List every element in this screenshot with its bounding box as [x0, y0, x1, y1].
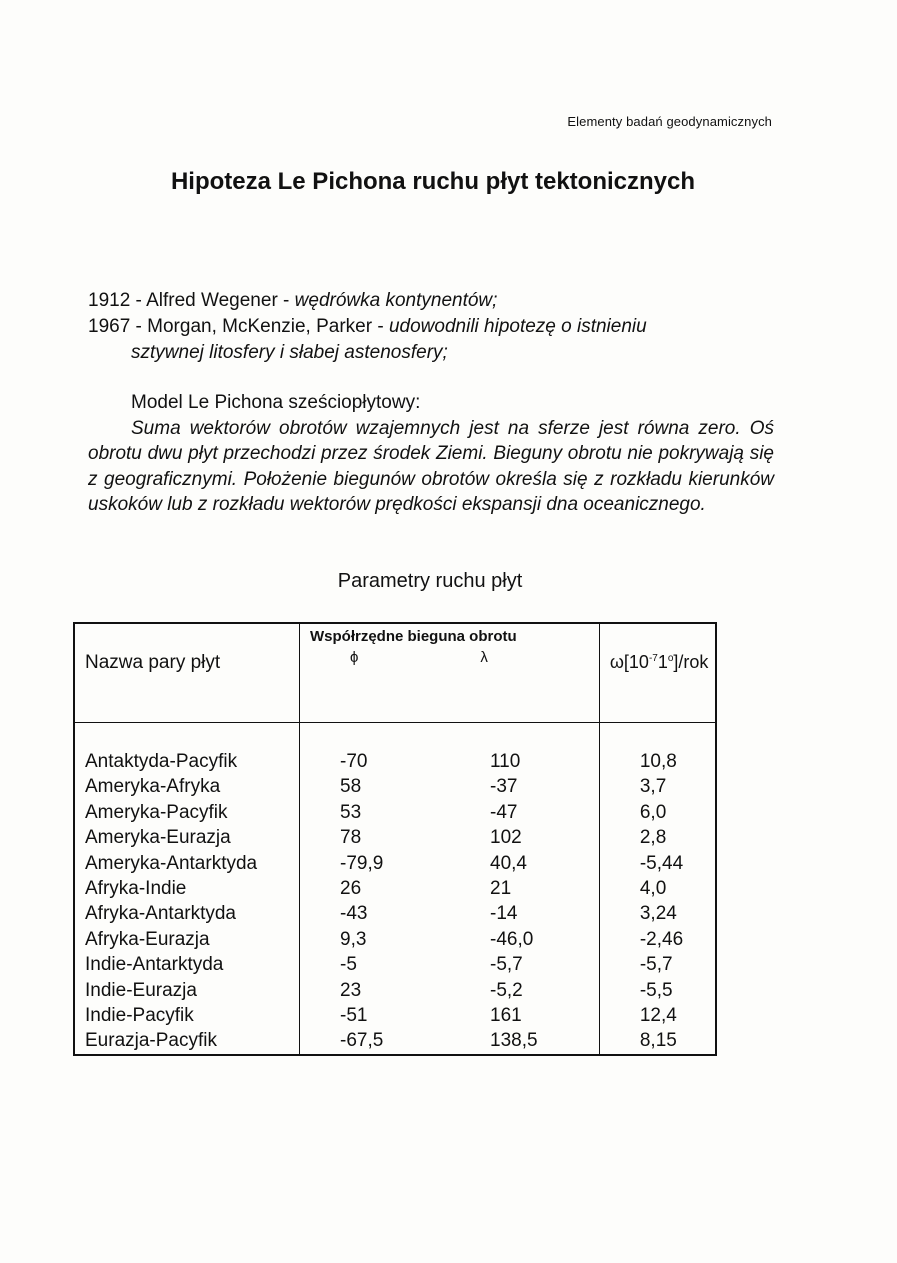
coord-row: [300, 749, 599, 774]
omega-value: 3,24: [639, 903, 677, 925]
pair-name: Ameryka-Afryka: [85, 776, 221, 798]
header-pole-coordinates: [300, 623, 600, 723]
pair-name: Ameryka-Eurazja: [85, 827, 231, 849]
coord-row: [300, 800, 599, 825]
col-coords: [300, 723, 600, 1055]
pair-name: Afryka-Eurazja: [85, 928, 210, 950]
coord-row: [300, 825, 599, 850]
lambda-value: -5,2: [490, 979, 523, 1001]
model-heading: Model Le Pichona sześciopłytowy:: [131, 392, 421, 413]
phi-value: -43: [340, 903, 368, 925]
table-body-row: [74, 723, 716, 1055]
lambda-value: -37: [490, 776, 518, 798]
phi-value: -51: [340, 1005, 368, 1027]
col-omega: [599, 723, 716, 1055]
pair-name: Afryka-Indie: [85, 878, 187, 900]
coord-row: [300, 774, 599, 799]
pair-name: Indie-Antarktyda: [85, 954, 224, 976]
omega-mid: 1: [657, 652, 668, 672]
coord-row: [300, 1003, 599, 1028]
plate-parameters-table: [73, 622, 717, 1056]
model-section: [88, 390, 774, 518]
coord-row: [300, 978, 599, 1003]
omega-value: 2,8: [639, 827, 667, 849]
omega-value: -5,7: [639, 954, 673, 976]
omega-value: -2,46: [639, 928, 684, 950]
phi-value: -5: [340, 954, 357, 976]
pair-name: Ameryka-Antarktyda: [85, 852, 258, 874]
history-item-1912: [88, 288, 788, 314]
phi-value: 58: [340, 776, 362, 798]
header-lambda: λ: [480, 649, 488, 666]
running-header: Elementy badań geodynamicznych: [567, 114, 772, 129]
pair-name: Antaktyda-Pacyfik: [85, 751, 238, 772]
pair-name: Indie-Pacyfik: [85, 1005, 194, 1027]
header-pair-name: Nazwa pary płyt: [74, 623, 300, 723]
omega-value: 4,0: [639, 878, 667, 900]
phi-value: -79,9: [340, 852, 384, 874]
coord-row: [300, 927, 599, 952]
history-italic: wędrówka kontynentów;: [294, 290, 498, 311]
col-pair-names: [74, 723, 300, 1055]
phi-value: -70: [340, 751, 368, 772]
omega-value: 3,7: [639, 776, 667, 798]
lambda-value: 40,4: [490, 852, 527, 874]
model-text: Suma wektorów obrotów wzajemnych jest na sferze jest równa zero. Oś obrotu dwu płyt przechodzi przez środek Ziemi. Bieguny obrotu nie pokrywają się z geograficznymi. Położenie biegunów obrotów określa się z rozkładu kierunków uskoków lub z rozkładu wektorów prędkości ekspansji dna oceanicznego.: [88, 417, 774, 515]
history-prefix: 1967 - Morgan, McKenzie, Parker -: [88, 316, 389, 337]
lambda-value: 102: [490, 827, 522, 849]
phi-value: 23: [340, 979, 362, 1001]
coord-row: [300, 952, 599, 977]
header-coords-symbols: [300, 645, 599, 666]
lambda-value: -46,0: [490, 928, 534, 950]
coord-row: [300, 851, 599, 876]
coord-row: [300, 901, 599, 926]
omega-value: -5,44: [639, 852, 684, 874]
page-title: Hipoteza Le Pichona ruchu płyt tektonicznych: [170, 168, 696, 195]
phi-value: 78: [340, 827, 362, 849]
phi-value: 53: [340, 801, 362, 823]
history-prefix: 1912 - Alfred Wegener -: [88, 290, 295, 311]
lambda-value: 161: [490, 1005, 522, 1027]
table-header-row: [74, 623, 716, 723]
omega-exp: -7: [648, 653, 658, 664]
omega-value: 10,8: [639, 751, 677, 772]
coord-row: [300, 876, 599, 901]
phi-value: 9,3: [340, 928, 367, 950]
lambda-value: -5,7: [490, 954, 523, 976]
lambda-value: 21: [490, 878, 512, 900]
history-list: [88, 288, 788, 366]
coord-row: [300, 1028, 599, 1053]
table-caption: Parametry ruchu płyt: [337, 570, 523, 592]
history-italic: udowodnili hipotezę o istnieniu: [388, 316, 647, 337]
pair-name: Ameryka-Pacyfik: [85, 801, 228, 823]
pair-name: Afryka-Antarktyda: [85, 903, 236, 925]
header-coords-label: Współrzędne bieguna obrotu: [310, 628, 517, 645]
omega-prefix: ω[10: [609, 652, 649, 672]
phi-value: 26: [340, 878, 362, 900]
lambda-value: -47: [490, 801, 518, 823]
omega-value: 12,4: [639, 1005, 677, 1027]
pair-name: Eurazja-Pacyfik: [85, 1030, 217, 1052]
lambda-value: 138,5: [490, 1030, 538, 1052]
lambda-value: -14: [490, 903, 518, 925]
header-phi: ϕ: [350, 649, 359, 666]
omega-exp2: o: [667, 653, 674, 664]
pair-name: Indie-Eurazja: [85, 979, 197, 1001]
lambda-value: 110: [490, 751, 521, 772]
history-continuation: sztywnej litosfery i słabej astenosfery;: [131, 342, 448, 363]
header-omega: [599, 623, 716, 723]
omega-value: 6,0: [639, 801, 667, 823]
phi-value: -67,5: [340, 1030, 384, 1052]
omega-suffix: ]/rok: [673, 652, 709, 672]
omega-value: -5,5: [639, 979, 673, 1001]
history-item-1967: [88, 314, 788, 340]
omega-value: 8,15: [639, 1030, 677, 1052]
